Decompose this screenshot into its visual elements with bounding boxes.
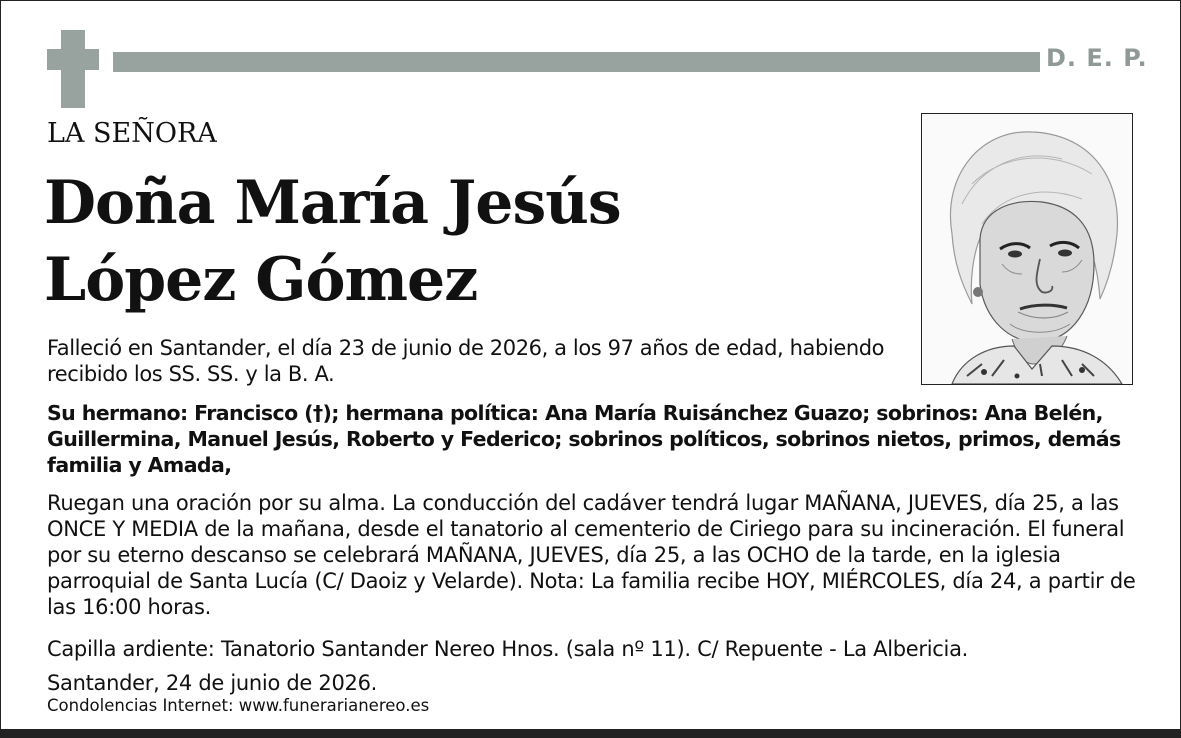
condolences-text: Condolencias Internet: www.funerarianereo.es <box>47 696 430 715</box>
header-rule <box>113 52 1040 72</box>
family-list-text: Su hermano: Francisco (†); hermana política: Ana María Ruisánchez Guazo; sobrinos: Ana Belén, Guillermina, Manuel Jesús, Roberto y Federico; sobrinos políticos, sobrinos nietos, primos, demás familia y Amada, <box>47 401 1121 477</box>
bottom-border <box>0 729 1181 738</box>
cross-horizontal-bar <box>47 49 99 70</box>
ceremony-details-text: Ruegan una oración por su alma. La conducción del cadáver tendrá lugar MAÑANA, JUEVES, día 25, a las ONCE Y MEDIA de la mañana, desde el tanatorio al cementerio de Ciriego para su incineración. El funeral por su eterno descanso se celebrará MAÑANA, JUEVES, día 25, a las OCHO de la tarde, en la iglesia parroquial de Santa Lucía (C/ Daoiz y Velarde). Nota: La familia recibe HOY, MIÉRCOLES, día 24, a partir de las 16:00 horas. <box>47 491 1136 619</box>
portrait-photo <box>921 113 1133 385</box>
place-date-text: Santander, 24 de junio de 2026. <box>47 671 378 695</box>
deceased-name-line1: Doña María Jesús <box>44 168 621 238</box>
honorific-title: LA SEÑORA <box>47 118 217 149</box>
dep-label: D. E. P. <box>1046 44 1148 72</box>
death-notice-text: Falleció en Santander, el día 23 de junio de 2026, a los 97 años de edad, habiendo recibido los SS. SS. y la B. A. <box>47 336 885 386</box>
chapel-text: Capilla ardiente: Tanatorio Santander Nereo Hnos. (sala nº 11). C/ Repuente - La Albericia. <box>47 637 969 661</box>
portrait-illustration <box>922 114 1132 384</box>
deceased-name-line2: López Gómez <box>44 245 478 315</box>
